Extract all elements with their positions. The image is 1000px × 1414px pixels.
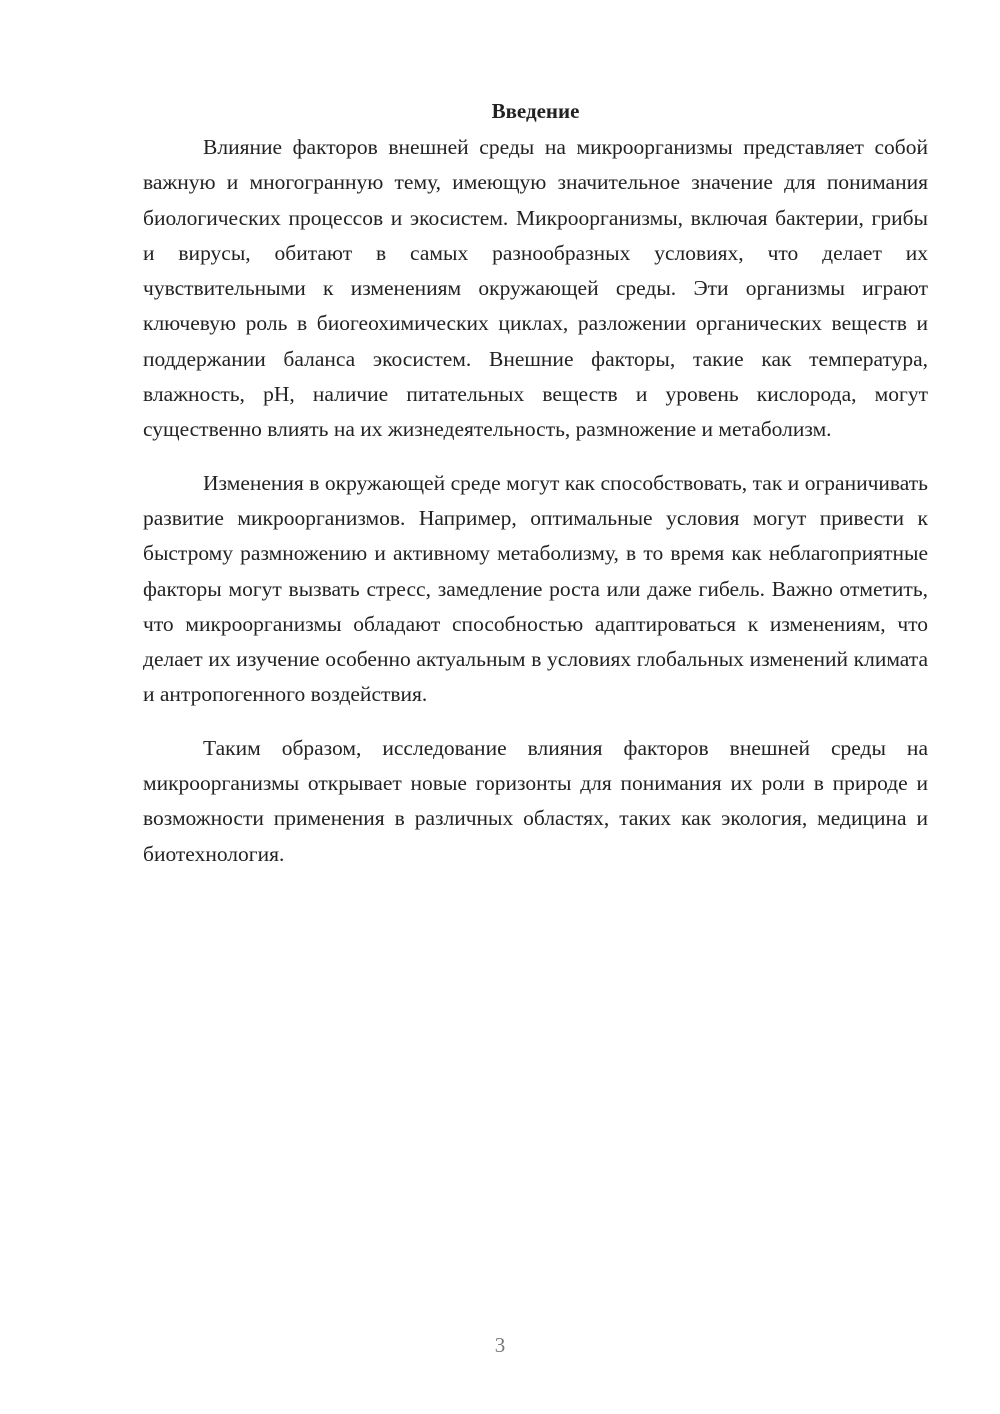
page-content [143,96,928,890]
paragraph-conclusion: Таким образом, исследование влияния факторов внешней среды на микроорганизмы открывает новые горизонты для понимания их роли в природе и возможности применения в различных областях, таких как экология, медицина и биотехнология. [143,735,928,866]
paragraph-intro: Влияние факторов внешней среды на микроорганизмы представляет собой важную и многогранную тему, имеющую значительное значение для понимания биологических процессов и экосистем. Микроорганизмы, включая бактерии, грибы и вирусы, обитают в самых разнообразных условиях, что делает их чувствительными к изменениям окружающей среды. Эти организмы играют ключевую роль в биогеохимических циклах, разложении органических веществ и поддержании баланса экосистем. Внешние факторы, такие как температура, влажность, pH, наличие питательных веществ и уровень кислорода, могут существенно влиять на их жизнедеятельность, размножение и метаболизм. [143,135,928,442]
page-number: 3 [494,1333,506,1357]
paragraph-changes: Изменения в окружающей среде могут как способствовать, так и ограничивать развитие микроорганизмов. Например, оптимальные условия могут привести к быстрому размножению и активному метаболизму, в то время как неблагоприятные факторы могут вызвать стресс, замедление роста или даже гибель. Важно отметить, что микроорганизмы обладают способностью адаптироваться к изменениям, что делает их изучение особенно актуальным в условиях глобальных изменений климата и антропогенного воздействия. [143,470,928,707]
section-title: Введение [491,99,580,123]
